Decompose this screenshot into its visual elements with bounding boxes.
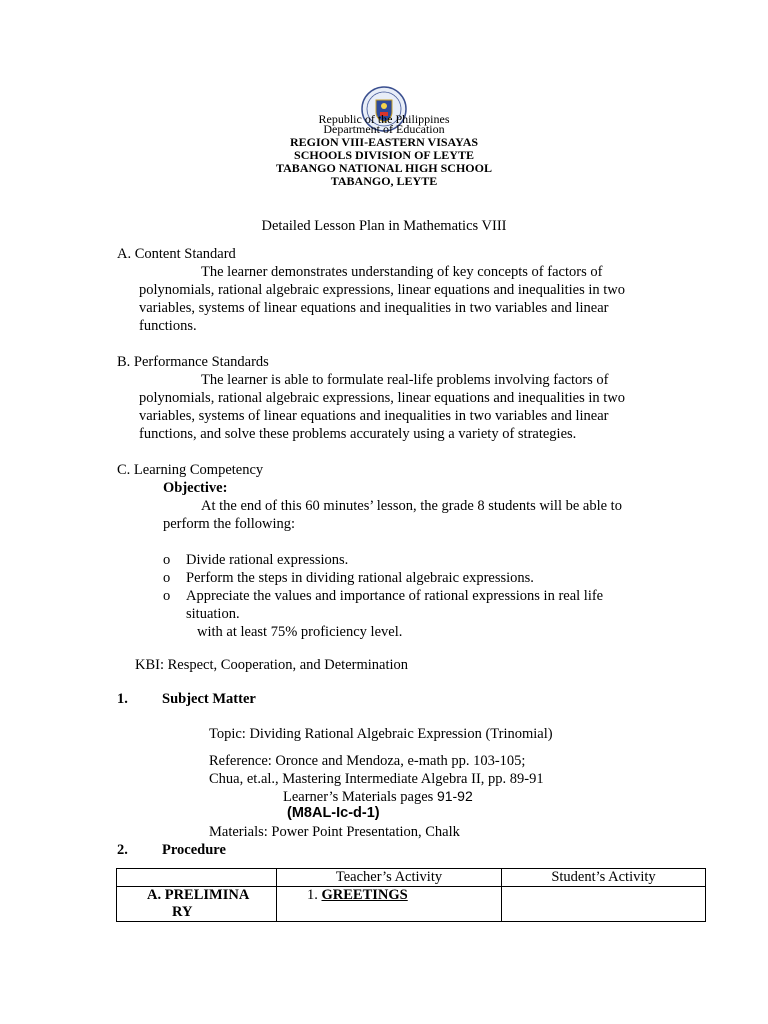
competency-code: (M8AL-Ic-d-1): [287, 805, 380, 821]
table-cell-student: [502, 887, 706, 922]
performance-standards-line: functions, and solve these problems accurately using a variety of strategies.: [139, 426, 577, 442]
performance-standards-line: The learner is able to formulate real-life problems involving factors of: [201, 372, 609, 388]
objective-line: perform the following:: [163, 516, 296, 532]
table-cell-phase: [117, 887, 277, 922]
performance-standards-line: polynomials, rational algebraic expressions, linear equations and inequalities in two: [139, 390, 626, 406]
table-header-cell: [117, 869, 277, 887]
objective-item: Appreciate the values and importance of rational expressions in real life: [186, 588, 604, 604]
learners-materials-text: Learner’s Materials pages: [283, 789, 437, 805]
phase-label-line: RY: [172, 904, 193, 920]
bullet-icon: o: [163, 570, 171, 586]
header-region: REGION VIII-EASTERN VISAYAS: [289, 135, 479, 149]
objective-item: Perform the steps in dividing rational algebraic expressions.: [186, 570, 534, 586]
content-standard-line: variables, systems of linear equations and inequalities in two variables and linear: [139, 300, 609, 316]
header-division: SCHOOLS DIVISION OF LEYTE: [294, 148, 474, 162]
bullet-icon: o: [163, 588, 171, 604]
materials-text: Materials: Power Point Presentation, Chalk: [209, 824, 460, 840]
objective-line: At the end of this 60 minutes’ lesson, the grade 8 students will be able to: [201, 498, 622, 514]
procedure-number: 2.: [117, 842, 128, 858]
phase-label-line: A. PRELIMINA: [147, 887, 250, 903]
reference-line: Reference: Oronce and Mendoza, e-math pp. 103-105;: [209, 753, 526, 769]
procedure-table: [116, 868, 706, 922]
performance-standards-line: variables, systems of linear equations and inequalities in two variables and linear: [139, 408, 609, 424]
proficiency-text: with at least 75% proficiency level.: [197, 624, 403, 640]
kbi-text: KBI: Respect, Cooperation, and Determination: [135, 657, 409, 673]
learning-competency-label: C. Learning Competency: [117, 462, 264, 478]
table-header-row: [117, 869, 706, 887]
subject-matter-heading: Subject Matter: [162, 691, 256, 707]
reference-line: Chua, et.al., Mastering Intermediate Algebra II, pp. 89-91: [209, 771, 544, 787]
performance-standards-label: B. Performance Standards: [117, 354, 269, 370]
learners-materials-pages: 91-92: [436, 788, 473, 804]
objective-item-continuation: situation.: [186, 606, 240, 622]
table-cell-teacher: [277, 887, 502, 922]
objective-label: Objective:: [163, 480, 228, 496]
subject-matter-number: 1.: [117, 691, 128, 707]
topic-text: Topic: Dividing Rational Algebraic Expression (Trinomial): [209, 726, 553, 742]
bullet-icon: o: [163, 552, 171, 568]
content-standard-line: The learner demonstrates understanding of key concepts of factors of: [201, 264, 603, 280]
activity-title: GREETINGS: [321, 887, 408, 903]
header-republic: Republic of the Philippines: [318, 112, 450, 126]
table-header-cell: Student’s Activity: [502, 869, 706, 887]
content-standard-line: functions.: [139, 318, 197, 334]
objective-item: Divide rational expressions.: [186, 552, 349, 568]
header-department: Department of Education: [323, 122, 445, 136]
header-location: TABANGO, LEYTE: [330, 174, 438, 188]
header-school: TABANGO NATIONAL HIGH SCHOOL: [276, 161, 492, 175]
table-header-cell: Teacher’s Activity: [277, 869, 502, 887]
table-row: [117, 887, 706, 922]
content-standard-line: polynomials, rational algebraic expressions, linear equations and inequalities in two: [139, 282, 626, 298]
procedure-heading: Procedure: [162, 842, 226, 858]
activity-number: 1.: [307, 887, 322, 903]
page-title: Detailed Lesson Plan in Mathematics VIII: [261, 218, 507, 234]
content-standard-label: A. Content Standard: [117, 246, 236, 262]
